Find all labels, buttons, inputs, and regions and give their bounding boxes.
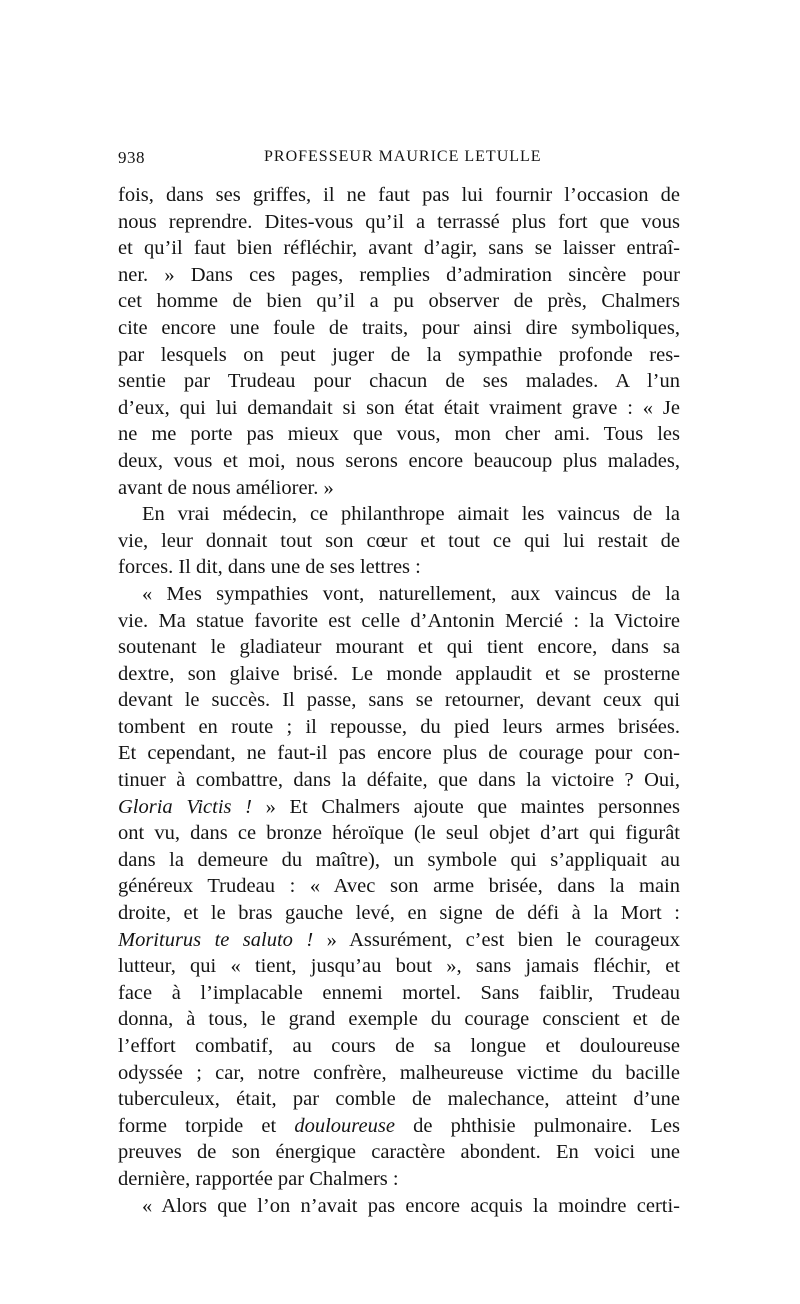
text-line: « Mes sympathies vont, naturellement, aux vaincus de la xyxy=(142,582,680,605)
text-line: « Alors que l’on n’avait pas encore acquis la moindre certi- xyxy=(142,1194,680,1217)
text-line: dernière, rapportée par Chalmers : xyxy=(118,1167,399,1190)
text-segment: » Et Chalmers ajoute que maintes personnes xyxy=(251,795,680,818)
text-line: devant le succès. Il passe, sans se retourner, devant ceux qui xyxy=(118,689,680,712)
text-line: ont vu, dans ce bronze héroïque (le seul objet d’art qui figurât xyxy=(118,822,680,845)
text-line: fois, dans ses griffes, il ne faut pas lui fournir l’occasion de xyxy=(118,184,680,206)
body-text xyxy=(118,182,680,1219)
text-line xyxy=(118,794,680,821)
page-header xyxy=(118,148,680,172)
text-line: ner. » Dans ces pages, remplies d’admiration sincère pour xyxy=(118,263,680,286)
text-line: généreux Trudeau : « Avec son arme brisée, dans la main xyxy=(118,875,680,898)
text-line: cite encore une foule de traits, pour ainsi dire symboliques, xyxy=(118,316,680,339)
text-line: preuves de son énergique caractère abondent. En voici une xyxy=(118,1141,680,1164)
text-line: vie. Ma statue favorite est celle d’Antonin Mercié : la Victoire xyxy=(118,609,680,632)
text-line xyxy=(118,927,680,954)
text-line: vie, leur donnait tout son cœur et tout ce qui lui restait de xyxy=(118,529,680,552)
text-line: soutenant le gladiateur mourant et qui tient encore, dans sa xyxy=(118,636,680,659)
text-line: lutteur, qui « tient, jusqu’au bout », sans jamais fléchir, et xyxy=(118,955,680,978)
running-title: PROFESSEUR MAURICE LETULLE xyxy=(264,148,542,165)
text-line: odyssée ; car, notre confrère, malheureuse victime du bacille xyxy=(118,1061,680,1084)
page-number: 938 xyxy=(118,148,145,167)
text-line: tuberculeux, était, par comble de malechance, atteint d’une xyxy=(118,1088,680,1111)
text-line: tombent en route ; il repousse, du pied leurs armes brisées. xyxy=(118,715,680,738)
text-line: ne me porte pas mieux que vous, mon cher ami. Tous les xyxy=(118,423,680,446)
text-line: face à l’implacable ennemi mortel. Sans faiblir, Trudeau xyxy=(118,981,680,1004)
text-line: donna, à tous, le grand exemple du courage conscient et de xyxy=(118,1008,680,1031)
text-line: deux, vous et moi, nous serons encore beaucoup plus malades, xyxy=(118,449,680,472)
text-line: d’eux, qui lui demandait si son état était vraiment grave : « Je xyxy=(118,396,680,419)
text-line: En vrai médecin, ce philanthrope aimait les vaincus de la xyxy=(142,503,680,526)
text-line: dextre, son glaive brisé. Le monde applaudit et se prosterne xyxy=(118,662,680,685)
italic-phrase: Moriturus te saluto ! xyxy=(118,928,314,951)
text-segment: forme torpide et xyxy=(118,1114,295,1137)
italic-phrase: douloureuse xyxy=(294,1114,395,1137)
text-line: l’effort combatif, au cours de sa longue et douloureuse xyxy=(118,1035,680,1057)
text-line: forces. Il dit, dans une de ses lettres : xyxy=(118,556,421,579)
italic-phrase: Gloria Victis ! xyxy=(118,795,252,818)
text-line: nous reprendre. Dites-vous qu’il a terrassé plus fort que vous xyxy=(118,210,680,233)
text-line: dans la demeure du maître), un symbole qui s’appliquait au xyxy=(118,848,680,871)
text-segment: de phthisie pulmonaire. Les xyxy=(394,1114,680,1137)
text-line: tinuer à combattre, dans la défaite, que dans la victoire ? Oui, xyxy=(118,769,680,792)
text-line: et qu’il faut bien réfléchir, avant d’agir, sans se laisser entraî- xyxy=(118,237,680,260)
text-line: par lesquels on peut juger de la sympathie profonde res- xyxy=(118,343,680,366)
text-line: cet homme de bien qu’il a pu observer de près, Chalmers xyxy=(118,290,680,313)
text-line: sentie par Trudeau pour chacun de ses malades. A l’un xyxy=(118,370,680,393)
text-line: Et cependant, ne faut-il pas encore plus de courage pour con- xyxy=(118,742,680,765)
text-line: droite, et le bras gauche levé, en signe de défi à la Mort : xyxy=(118,902,680,925)
text-line: avant de nous améliorer. » xyxy=(118,476,334,499)
text-segment: » Assurément, c’est bien le courageux xyxy=(313,928,680,951)
text-line xyxy=(118,1113,680,1140)
